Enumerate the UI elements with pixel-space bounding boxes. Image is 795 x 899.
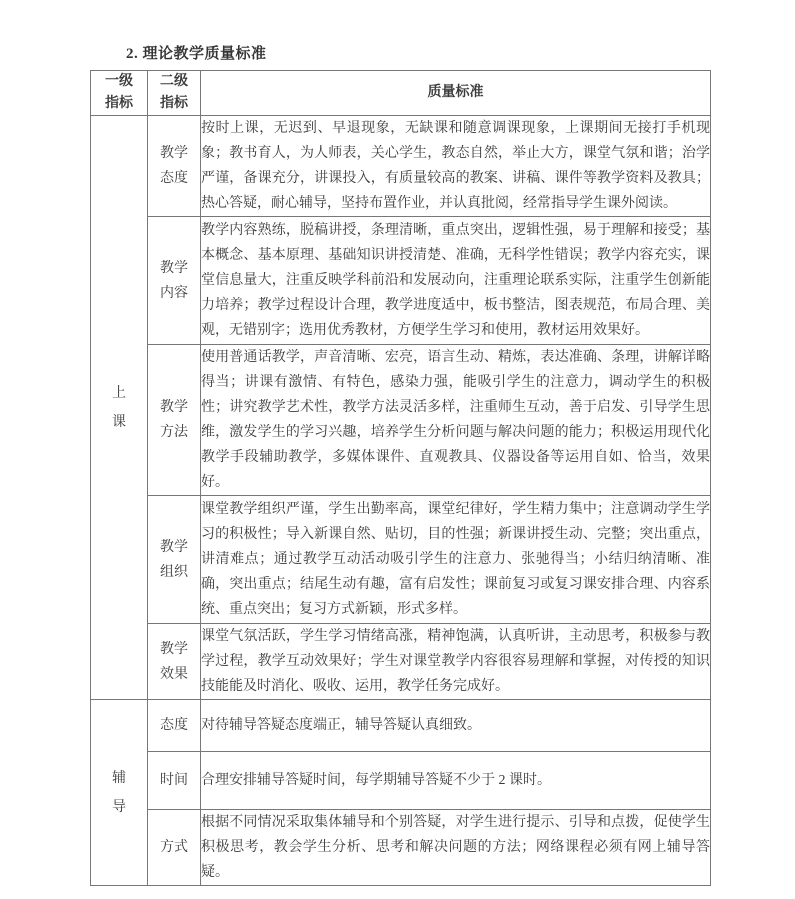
table-row (91, 496, 711, 624)
standard-text: 教学内容熟练，脱稿讲授，条理清晰，重点突出，逻辑性强，易于理解和接受；基本概念、基本原理、基础知识讲授清楚、准确，无科学性错误；教学内容充实，课堂信息量大，注重反映学科前沿和发展动向，注重理论联系实际，注重学生创新能力培养；教学过程设计合理，教学进度适中，板书整洁，图表规范，布局合理、美观，无错别字；选用优秀教材，方便学生学习和使用，教材运用效果好。 (201, 217, 711, 345)
level2-cell-attitude (148, 116, 201, 217)
table-row (91, 217, 711, 345)
standard-text: 合理安排辅导答疑时间，每学期辅导答疑不少于 2 课时。 (201, 752, 711, 810)
table-row (91, 345, 711, 496)
level2-label: 教学组织 (160, 539, 188, 580)
level1-label: 上课 (112, 385, 126, 430)
level2-label: 时间 (160, 773, 188, 788)
table-row (91, 624, 711, 700)
level2-cell-taidu (148, 700, 201, 752)
level2-label: 态度 (160, 718, 188, 733)
header-level2-label: 二级指标 (160, 74, 188, 111)
level2-label: 教学效果 (160, 641, 188, 682)
header-standard-label: 质量标准 (427, 85, 484, 100)
level1-cell-fudao (91, 700, 148, 886)
level2-cell-content (148, 217, 201, 345)
level1-label: 辅导 (112, 770, 126, 815)
level1-cell-shangke (91, 116, 148, 700)
level2-cell-fangshi (148, 810, 201, 886)
level2-cell-shijian (148, 752, 201, 810)
table-row (91, 810, 711, 886)
standard-text: 课堂气氛活跃，学生学习情绪高涨，精神饱满，认真听讲，主动思考，积极参与教学过程，教学互动效果好；学生对课堂教学内容很容易理解和掌握，对传授的知识技能能及时消化、吸收、运用，教学任务完成好。 (201, 624, 711, 700)
standard-text: 课堂教学组织严谨，学生出勤率高，课堂纪律好，学生精力集中；注意调动学生学习的积极性；导入新课自然、贴切，目的性强；新课讲授生动、完整；突出重点，讲清难点；通过教学互动活动吸引学生的注意力、张驰得当；小结归纳清晰、准确，突出重点；结尾生动有趣，富有启发性；课前复习或复习课安排合理、内容系统、重点突出；复习方式新颖，形式多样。 (201, 496, 711, 624)
level2-cell-method (148, 345, 201, 496)
level2-label: 教学内容 (160, 260, 188, 301)
header-quality-standard (201, 71, 711, 116)
quality-standards-table (90, 70, 711, 886)
standard-text: 按时上课，无迟到、早退现象，无缺课和随意调课现象，上课期间无接打手机现象；教书育人，为人师表，关心学生，教态自然，举止大方，课堂气氛和谐；治学严谨，备课充分，讲课投入，有质量较高的教案、讲稿、课件等教学资料及教具；热心答疑，耐心辅导，坚持布置作业，并认真批阅，经常指导学生课外阅读。 (201, 116, 711, 217)
level2-cell-organization (148, 496, 201, 624)
table-row (91, 116, 711, 217)
standard-text: 对待辅导答疑态度端正，辅导答疑认真细致。 (201, 700, 711, 752)
standard-text: 根据不同情况采取集体辅导和个别答疑，对学生进行提示、引导和点拨，促使学生积极思考，教会学生分析、思考和解决问题的方法；网络课程必须有网上辅导答疑。 (201, 810, 711, 886)
level2-label: 方式 (160, 840, 188, 855)
level2-label: 教学态度 (160, 146, 188, 186)
table-row (91, 752, 711, 810)
header-row (91, 71, 711, 116)
table-row (91, 700, 711, 752)
header-level1-label: 一级指标 (105, 74, 133, 111)
table-body (91, 116, 711, 886)
header-level2-indicator (148, 71, 201, 116)
header-level1-indicator (91, 71, 148, 116)
level2-label: 教学方法 (160, 400, 188, 440)
level2-cell-effect (148, 624, 201, 700)
standard-text: 使用普通话教学，声音清晰、宏亮，语言生动、精炼，表达准确、条理，讲解详略得当；讲课有激情、有特色，感染力强，能吸引学生的注意力，调动学生的积极性；讲究教学艺术性，教学方法灵活多样，注重师生互动，善于启发、引导学生思维，激发学生的学习兴趣，培养学生分析问题与解决问题的能力；积极运用现代化教学手段辅助教学，多媒体课件、直观教具、仪器设备等运用自如、恰当，效果好。 (201, 345, 711, 496)
table-header (91, 71, 711, 116)
page-title: 2. 理论教学质量标准 (126, 46, 267, 62)
